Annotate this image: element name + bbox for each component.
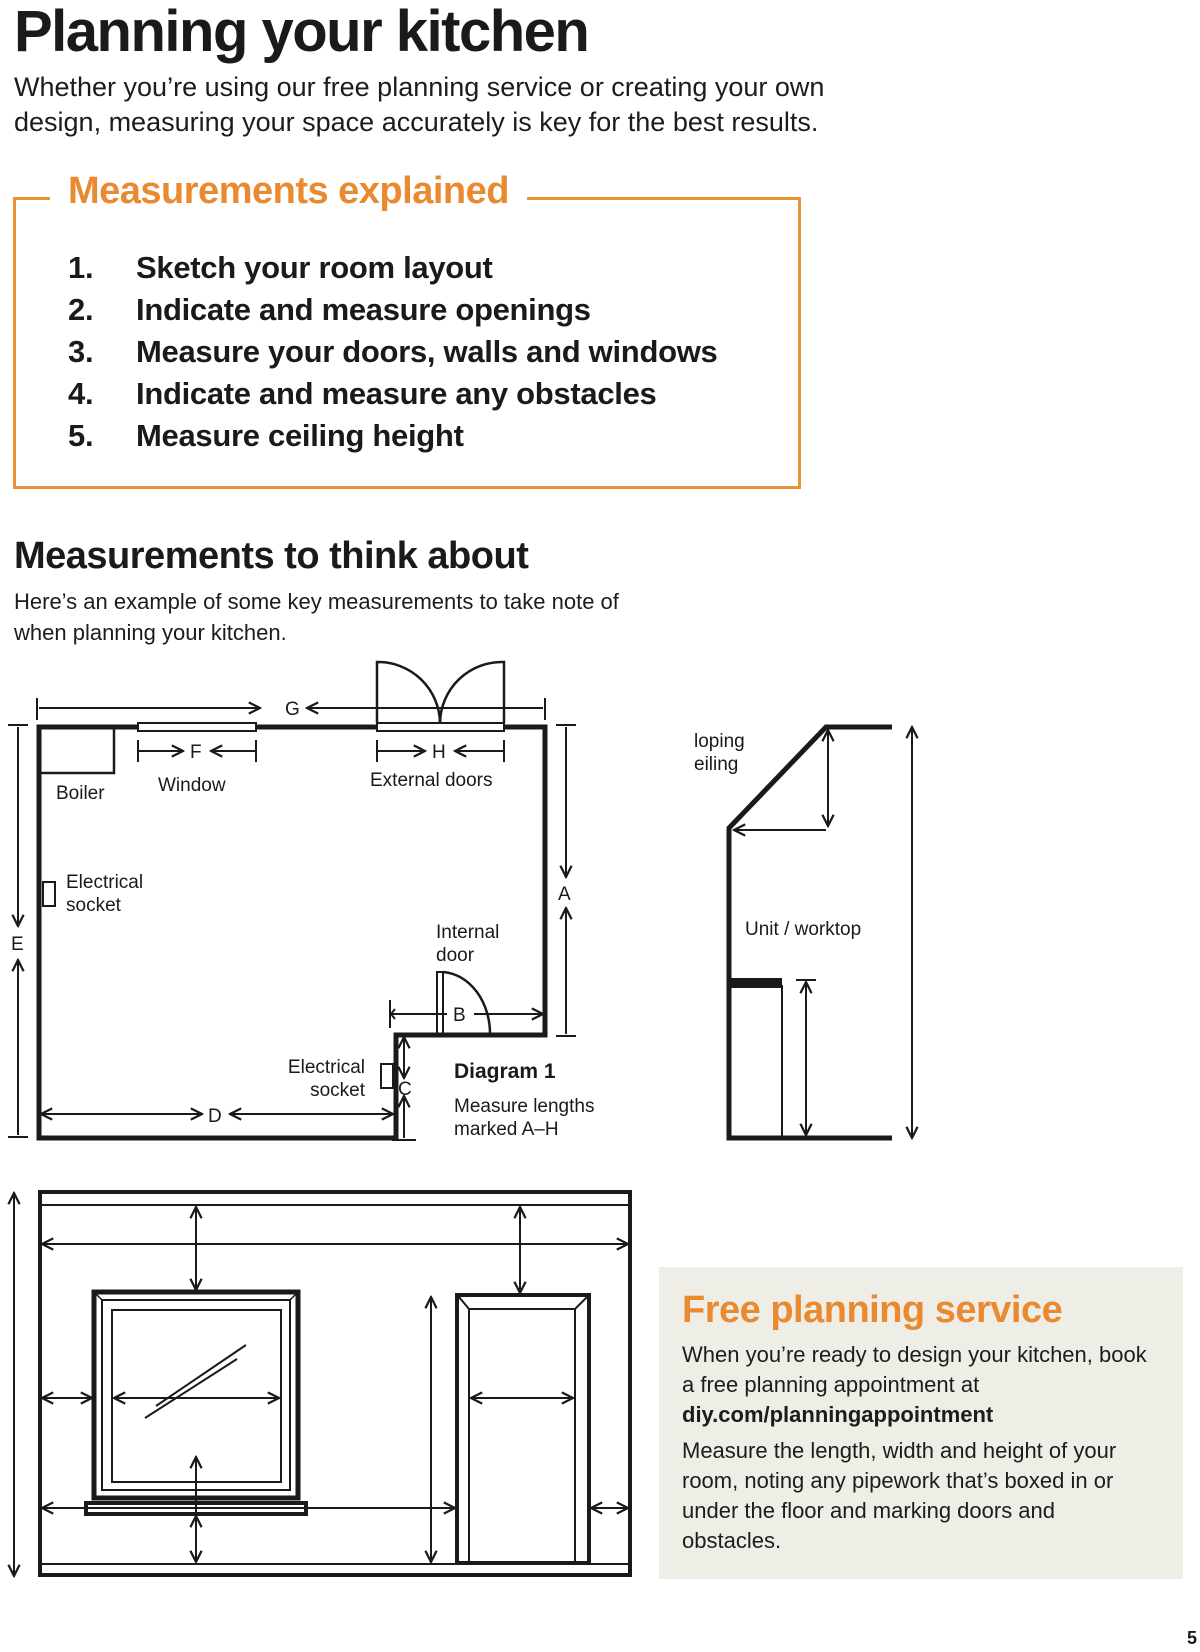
step-text: Indicate and measure any obstacles — [136, 376, 657, 411]
socket-label-line2: socket — [66, 895, 121, 916]
step-item — [68, 415, 717, 457]
page-number: 5 — [1186, 1628, 1197, 1648]
label-c: C — [398, 1079, 412, 1100]
step-text: Indicate and measure openings — [136, 292, 591, 327]
panel-paragraph-1 — [682, 1340, 1160, 1430]
step-item — [68, 373, 717, 415]
box-title: Measurements explained — [68, 170, 509, 212]
label-h: H — [432, 742, 446, 763]
free-planning-service-panel — [659, 1267, 1183, 1579]
socket2-label-line1: Electrical — [287, 1057, 365, 1078]
intro-text: Whether you’re using our free planning service or creating your own design, measuring your space accurately is key for the best results. — [14, 72, 825, 137]
section-title: Measurements to think about — [14, 535, 529, 577]
diagram-caption-line1: Measure lengths — [454, 1096, 595, 1117]
boiler-label: Boiler — [56, 783, 105, 804]
label-d: D — [208, 1106, 222, 1127]
unit-worktop-label: Unit / worktop — [745, 919, 862, 940]
step-text: Sketch your room layout — [136, 250, 493, 285]
floor-plan-diagram — [0, 650, 640, 1150]
panel-paragraph-2: Measure the length, width and height of your room, noting any pipework that’s boxed in or under the floor and marking doors and obstacles. — [682, 1438, 1117, 1553]
measurements-explained-heading — [50, 170, 527, 213]
step-number: 5. — [68, 418, 94, 453]
panel-text-1: When you’re ready to design your kitchen, book a free planning appointment at — [682, 1342, 1147, 1397]
step-item — [68, 247, 717, 289]
label-g: G — [285, 699, 300, 720]
diagram-caption-title: Diagram 1 — [454, 1060, 556, 1083]
step-number: 3. — [68, 334, 94, 369]
socket-label-line1: Electrical — [66, 872, 144, 893]
planning-appointment-link[interactable]: diy.com/planningappointment — [682, 1402, 994, 1427]
label-f: F — [190, 742, 202, 763]
diagram-caption-line2: marked A–H — [454, 1119, 559, 1140]
page-title: Planning your kitchen — [14, 0, 589, 64]
label-a: A — [558, 884, 571, 905]
step-text: Measure your doors, walls and windows — [136, 334, 718, 369]
window-label: Window — [158, 775, 226, 796]
section-diagram — [680, 700, 940, 1150]
label-e: E — [11, 934, 24, 955]
steps-list — [68, 247, 717, 457]
section-subtitle: Here’s an example of some key measurements to take note of when planning your kitchen. — [14, 589, 619, 645]
panel-title: Free planning service — [682, 1289, 1063, 1331]
step-number: 2. — [68, 292, 94, 327]
internal-door-line1: Internal — [436, 922, 500, 943]
step-number: 4. — [68, 376, 94, 411]
sloping-ceiling-line2: eiling — [694, 754, 739, 775]
external-doors-label: External doors — [370, 770, 493, 791]
step-item — [68, 289, 717, 331]
step-text: Measure ceiling height — [136, 418, 464, 453]
socket2-label-line2: socket — [310, 1080, 365, 1101]
sloping-ceiling-line1: loping — [694, 731, 745, 752]
label-b: B — [453, 1005, 466, 1026]
step-number: 1. — [68, 250, 94, 285]
wall-elevation-diagram — [0, 1180, 640, 1600]
internal-door-line2: door — [436, 945, 475, 966]
step-item — [68, 331, 717, 373]
